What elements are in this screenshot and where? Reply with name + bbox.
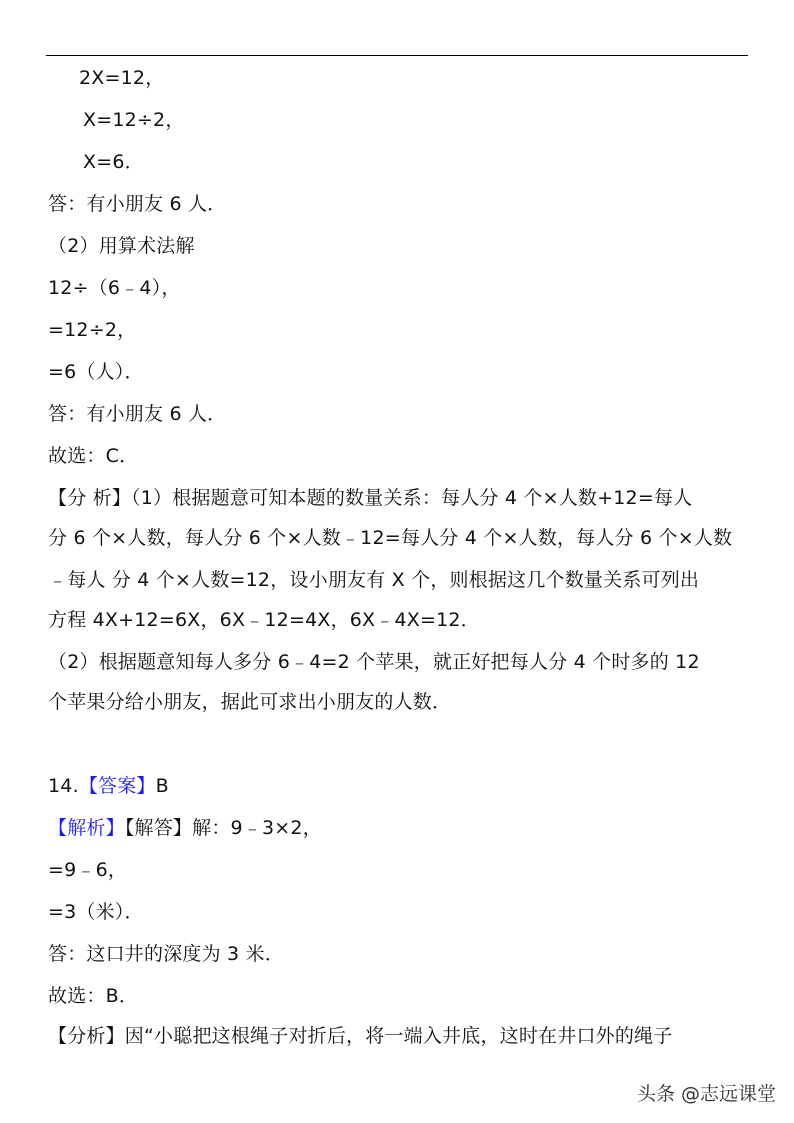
- answer-line: 答：有小朋友 6 人．: [48, 193, 227, 215]
- analysis-tag: 【解析】: [48, 817, 125, 839]
- analysis-paragraph-line: 【分析】因“小聪把这根绳子对折后，将一端入井底，这时在井口外的绳子: [48, 1025, 673, 1047]
- equation-line: =3（米）．: [48, 901, 144, 923]
- solution-tag: 【解答】: [124, 817, 193, 839]
- analysis-paragraph-line: ﹣每人 分 4 个×人数=12，设小朋友有 X 个，则根据这几个数量关系可列出: [48, 569, 700, 591]
- equation-line: =6（人）．: [48, 361, 144, 383]
- equation-line: =9﹣6，: [48, 859, 128, 881]
- answer-line: 答：这口井的深度为 3 米．: [48, 943, 284, 965]
- analysis-paragraph-line: 方程 4X+12=6X，6X﹣12=4X，6X﹣4X=12．: [48, 609, 480, 631]
- choice-line: 故选：B．: [48, 985, 139, 1007]
- question-number: 14.: [48, 775, 79, 797]
- answer-value: B: [155, 775, 169, 797]
- equation-line: 2X=12，: [79, 67, 165, 89]
- equation-line: X=6．: [83, 151, 144, 173]
- answer-tag: 【答案】: [78, 775, 156, 797]
- choice-line: 故选：C．: [48, 445, 139, 467]
- watermark: 头条 @志远课堂: [636, 1083, 776, 1105]
- analysis-paragraph-line: 分 6 个×人数，每人分 6 个×人数﹣12=每人分 4 个×人数，每人分 6 个×人数: [48, 527, 733, 549]
- equation-line: 12÷（6﹣4），: [48, 277, 181, 299]
- question-14-answer: [48, 774, 169, 798]
- answer-line: 答：有小朋友 6 人．: [48, 403, 227, 425]
- header-rule: [46, 55, 748, 56]
- solution-start: 解：9﹣3×2，: [192, 817, 322, 839]
- equation-line: X=12÷2，: [83, 109, 185, 131]
- analysis-paragraph-line: （2）根据题意知每人多分 6﹣4=2 个苹果，就正好把每人分 4 个时多的 12: [48, 651, 700, 673]
- analysis-paragraph-line: 【分 析】（1）根据题意可知本题的数量关系：每人分 4 个×人数+12=每人: [48, 487, 693, 509]
- equation-line: =12÷2，: [48, 319, 137, 341]
- question-14-solution: [48, 816, 322, 840]
- analysis-paragraph-line: 个苹果分给小朋友，据此可求出小朋友的人数．: [48, 691, 452, 713]
- method-heading: （2）用算术法解: [48, 235, 195, 257]
